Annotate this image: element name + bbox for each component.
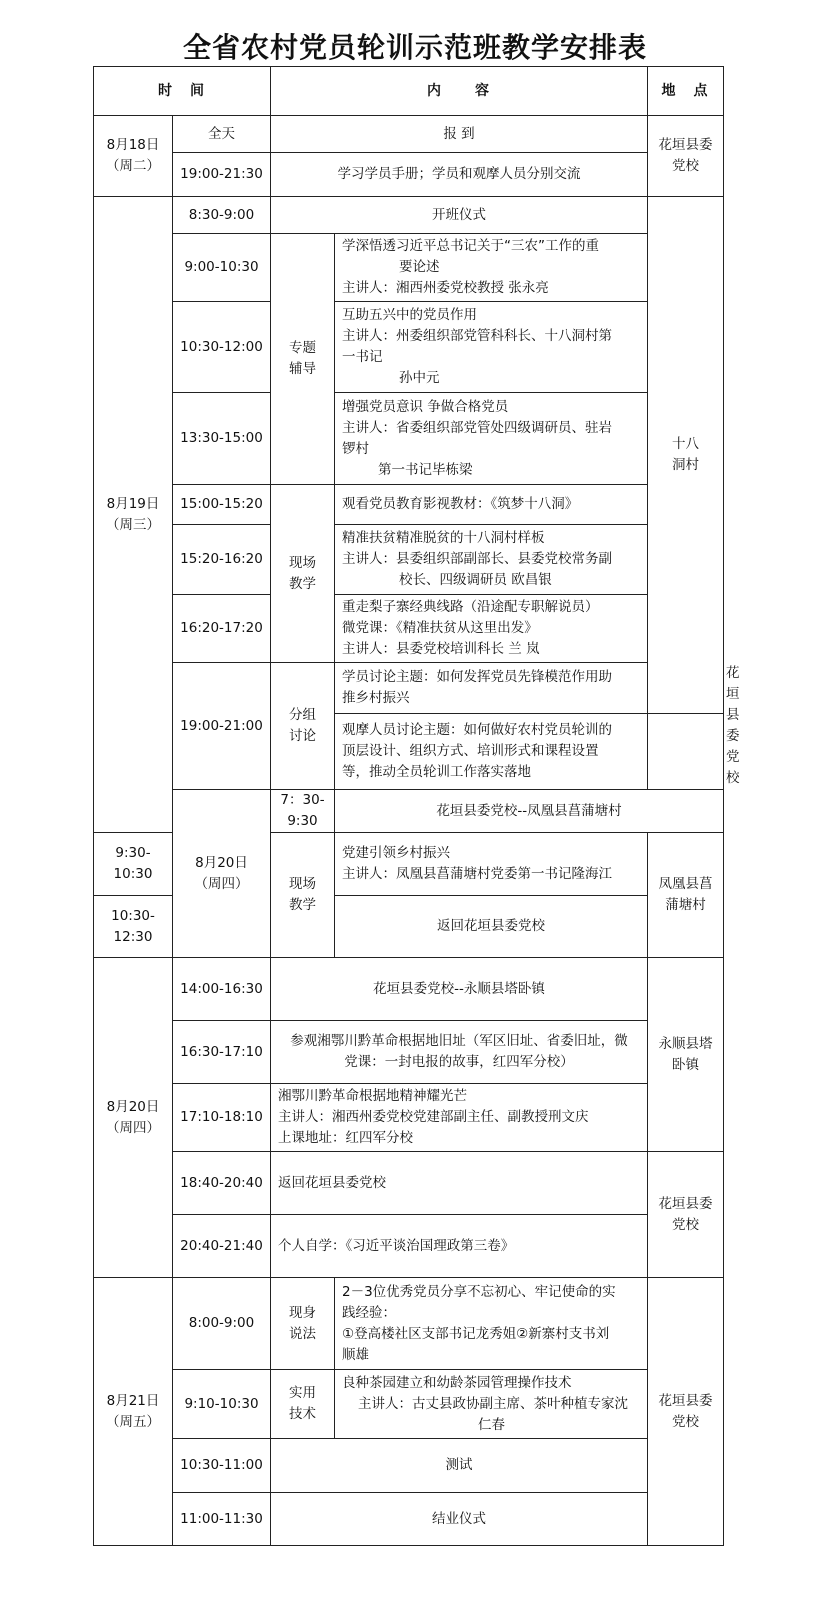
content-cell: 测试 <box>271 1439 648 1493</box>
category-cell: 专题 辅导 <box>271 234 335 485</box>
table-row: 19:00-21:00 分组 讨论 学员讨论主题：如何发挥党员先锋模范作用助 推乡村振兴 花垣县委 党校 <box>94 663 724 714</box>
time-cell: 14:00-16:30 <box>173 958 271 1021</box>
schedule-table <box>93 66 740 1546</box>
place-cell: 花垣县委 党校 <box>648 1152 724 1278</box>
table-row <box>94 485 724 525</box>
content-cell: 良种茶园建立和幼龄茶园管理操作技术 主讲人：古丈县政协副主席、茶叶种植专家沈 仁春 <box>335 1370 648 1439</box>
time-cell: 18:40-20:40 <box>173 1152 271 1215</box>
date-cell: 8月20日 （周四） <box>94 958 173 1278</box>
time-cell: 9:00-10:30 <box>173 234 271 302</box>
time-cell: 9:30-10:30 <box>94 833 173 896</box>
place-cell: 十八 洞村 <box>648 197 724 714</box>
time-cell: 8:00-9:00 <box>173 1278 271 1370</box>
table-row <box>94 393 724 485</box>
date-cell: 8月21日 （周五） <box>94 1278 173 1546</box>
table-row <box>94 1084 724 1152</box>
page-title: 全省农村党员轮训示范班教学安排表 <box>182 31 647 64</box>
table-row <box>94 197 724 234</box>
header-time: 时 间 <box>94 67 271 116</box>
time-cell: 8:30-9:00 <box>173 197 271 234</box>
time-cell: 17:10-18:10 <box>173 1084 271 1152</box>
category-cell: 现场 教学 <box>271 833 335 958</box>
time-cell: 10:30-12:00 <box>173 302 271 393</box>
place-cell: 凤凰县菖 蒲塘村 <box>648 833 724 958</box>
header-place: 地 点 <box>648 67 724 116</box>
time-cell: 9:10-10:30 <box>173 1370 271 1439</box>
category-cell: 现场 教学 <box>271 485 335 663</box>
table-row <box>94 1021 724 1084</box>
table-row <box>94 302 724 393</box>
time-cell: 15:00-15:20 <box>173 485 271 525</box>
time-cell: 7：30-9:30 <box>271 790 335 833</box>
time-cell: 10:30-12:30 <box>94 896 173 958</box>
header-row <box>94 67 724 116</box>
table-row <box>94 1215 724 1278</box>
table-row <box>94 1152 724 1215</box>
time-cell: 15:20-16:20 <box>173 525 271 595</box>
time-cell: 10:30-11:00 <box>173 1439 271 1493</box>
table-row <box>94 1493 724 1546</box>
content-cell: 返回花垣县委党校 <box>271 1152 648 1215</box>
content-cell: 观看党员教育影视教材：《筑梦十八洞》 <box>335 485 648 525</box>
content-cell: 观摩人员讨论主题：如何做好农村党员轮训的 顶层设计、组织方式、培训形式和课程设置 等，推动全员轮训工作落实落地 <box>335 714 648 790</box>
content-cell: 参观湘鄂川黔革命根据地旧址（军区旧址、省委旧址，微 党课：一封电报的故事，红四军分校） <box>271 1021 648 1084</box>
content-cell: 2－3位优秀党员分享不忘初心、牢记使命的实 践经验： ①登高楼社区支部书记龙秀姐②新寨村支书刘 顺雄 <box>335 1278 648 1370</box>
time-cell: 20:40-21:40 <box>173 1215 271 1278</box>
table-row <box>94 958 724 1021</box>
header-content: 内 容 <box>271 67 648 116</box>
content-cell: 学习学员手册；学员和观摩人员分别交流 <box>271 153 648 197</box>
content-cell: 个人自学：《习近平谈治国理政第三卷》 <box>271 1215 648 1278</box>
content-cell: 增强党员意识 争做合格党员 主讲人：省委组织部党管处四级调研员、驻岩 锣村 第一书记毕栋梁 <box>335 393 648 485</box>
place-cell: 花垣县委 党校 <box>648 1278 724 1546</box>
date-cell: 8月20日 （周四） <box>173 790 271 958</box>
content-cell: 重走梨子寨经典线路（沿途配专职解说员） 微党课：《精准扶贫从这里出发》 主讲人：县委党校培训科长 兰 岚 <box>335 595 648 663</box>
content-cell: 精准扶贫精准脱贫的十八洞村样板 主讲人：县委组织部副部长、县委党校常务副 校长、四级调研员 欧昌银 <box>335 525 648 595</box>
table-row <box>94 1439 724 1493</box>
content-cell: 结业仪式 <box>271 1493 648 1546</box>
time-cell: 13:30-15:00 <box>173 393 271 485</box>
time-cell: 16:20-17:20 <box>173 595 271 663</box>
category-cell: 现身 说法 <box>271 1278 335 1370</box>
content-cell: 学深悟透习近平总书记关于“三农”工作的重 要论述 主讲人：湘西州委党校教授 张永亮 <box>335 234 648 302</box>
table-row <box>94 234 724 302</box>
table-row <box>94 1278 724 1370</box>
date-cell: 8月19日 （周三） <box>94 197 173 833</box>
content-cell: 花垣县委党校--凤凰县菖蒲塘村 <box>335 790 724 833</box>
content-cell: 党建引领乡村振兴 主讲人：凤凰县菖蒲塘村党委第一书记隆海江 <box>335 833 648 896</box>
content-cell: 报 到 <box>271 116 648 153</box>
table-row <box>94 595 724 663</box>
content-cell: 花垣县委党校--永顺县塔卧镇 <box>271 958 648 1021</box>
place-cell: 永顺县塔 卧镇 <box>648 958 724 1152</box>
time-cell: 19:00-21:00 <box>173 663 271 790</box>
table-row <box>94 790 724 833</box>
table-row <box>94 525 724 595</box>
category-cell: 分组 讨论 <box>271 663 335 790</box>
content-cell: 返回花垣县委党校 <box>335 896 648 958</box>
time-cell: 16:30-17:10 <box>173 1021 271 1084</box>
date-cell: 8月18日 （周二） <box>94 116 173 197</box>
time-cell: 全天 <box>173 116 271 153</box>
content-cell: 开班仪式 <box>271 197 648 234</box>
table-row <box>94 153 724 197</box>
table-row <box>94 116 724 153</box>
content-cell: 互助五兴中的党员作用 主讲人：州委组织部党管科科长、十八洞村第 一书记 孙中元 <box>335 302 648 393</box>
time-cell: 19:00-21:30 <box>173 153 271 197</box>
category-cell: 实用 技术 <box>271 1370 335 1439</box>
content-cell: 湘鄂川黔革命根据地精神耀光芒 主讲人：湘西州委党校党建部副主任、副教授刑文庆 上课地址：红四军分校 <box>271 1084 648 1152</box>
place-cell: 花垣县委 党校 <box>648 116 724 197</box>
time-cell: 11:00-11:30 <box>173 1493 271 1546</box>
content-cell: 学员讨论主题：如何发挥党员先锋模范作用助 推乡村振兴 <box>335 663 648 714</box>
table-row <box>94 1370 724 1439</box>
